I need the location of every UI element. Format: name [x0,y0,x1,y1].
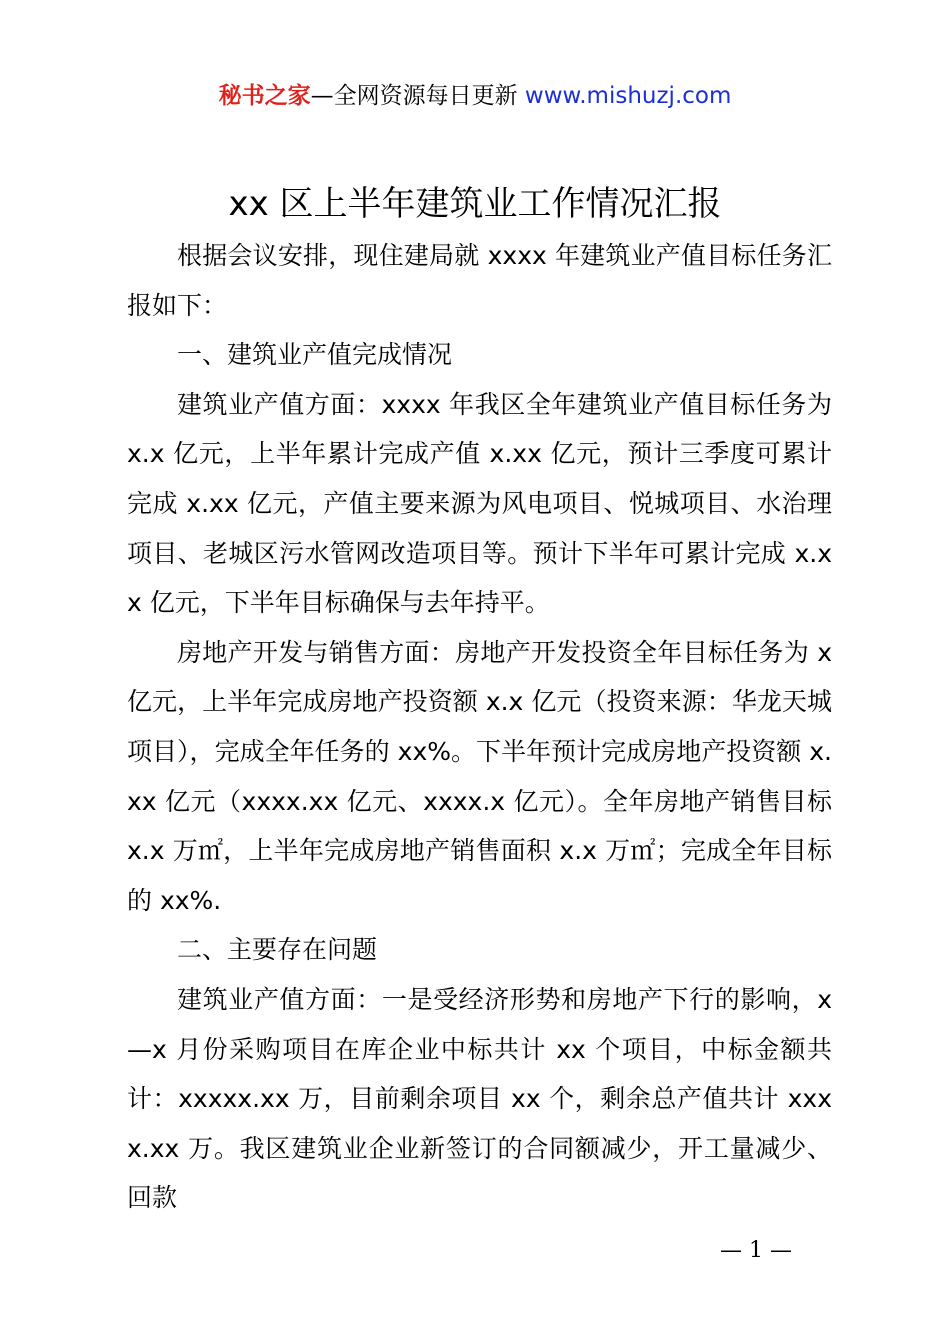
construction-output-paragraph: 建筑业产值方面：xxxx 年我区全年建筑业产值目标任务为 x.x 亿元，上半年累计完成产值 x.xx 亿元，预计三季度可累计完成 x.xx 亿元，产值主要来源为风电项目、悦城项目、水治理项目、老城区污水管网改造项目等。预计下半年可累计完成 x.xx 亿元，下半年目标确保与去年持平。 [127,389,832,618]
page-number: — 1 — [720,1238,792,1263]
real-estate-paragraph: 房地产开发与销售方面：房地产开发投资全年目标任务为 x 亿元，上半年完成房地产投资额 x.x 亿元（投资来源：华龙天城项目），完成全年任务的 xx%。下半年预计完成房地产投资额 x.xx 亿元（xxxx.xx 亿元、xxxx.x 亿元）。全年房地产销售目标 x.x 万㎡，上半年完成房地产销售面积 x.x 万㎡；完成全年目标的 xx%. [127,637,832,915]
document-body [127,231,832,1223]
section-heading-2: 二、主要存在问题 [177,935,378,965]
intro-paragraph: 根据会议安排，现住建局就 xxxx 年建筑业产值目标任务汇报如下： [127,241,832,320]
section-heading-1: 一、建筑业产值完成情况 [177,340,453,370]
problems-paragraph: 建筑业产值方面：一是受经济形势和房地产下行的影响，x—x 月份采购项目在库企业中标共计 xx 个项目，中标金额共计：xxxxx.xx 万，目前剩余项目 xx 个，剩余总产值共计 xxxx.xx 万。我区建筑业企业新签订的合同额减少，开工量减少、回款 [127,984,832,1213]
site-slogan: —全网资源每日更新 [310,83,525,109]
site-header [0,80,950,112]
site-url-link[interactable]: www.mishuzj.com [524,83,732,109]
document-title: xx 区上半年建筑业工作情况汇报 [228,184,722,224]
site-brand: 秘书之家 [218,83,311,109]
